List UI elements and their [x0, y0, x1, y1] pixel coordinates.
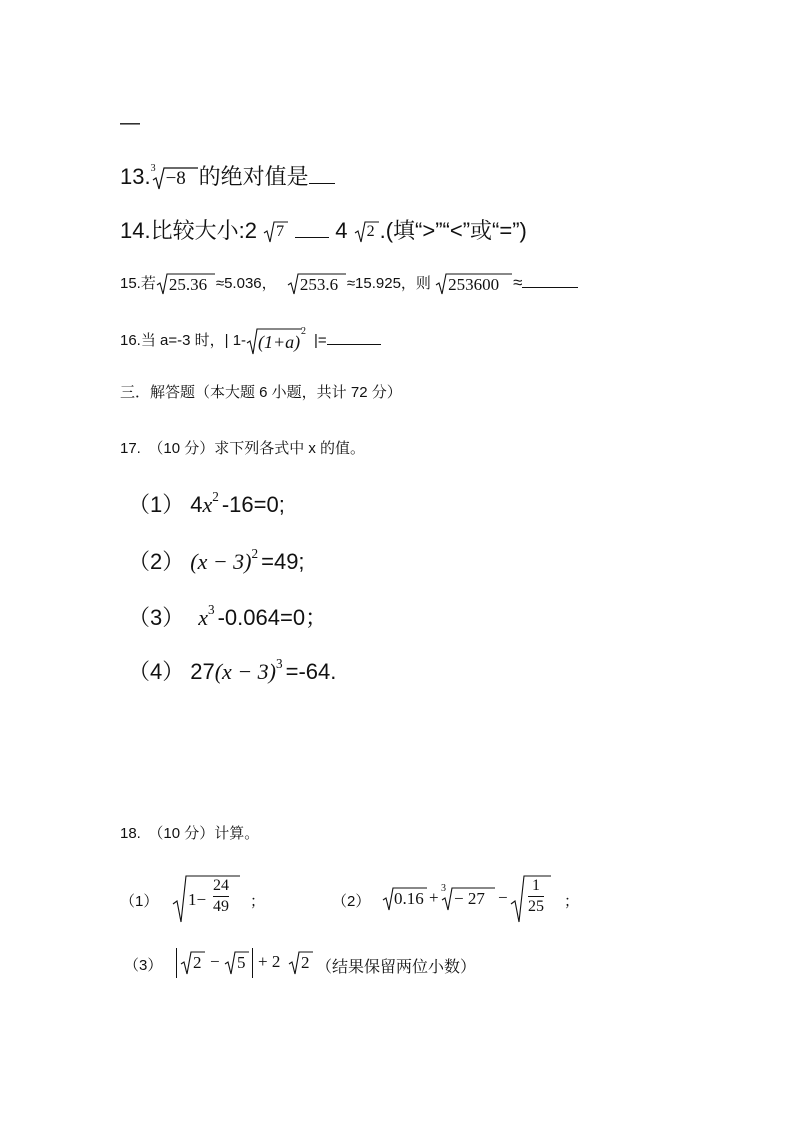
- answer-blank[interactable]: [522, 286, 578, 288]
- q17-item-2-exp: 2: [251, 546, 259, 562]
- q17-item-2-rest: =49;: [261, 549, 305, 574]
- q18-part-3-minus: −: [210, 952, 220, 971]
- sqrt-icon: [287, 272, 347, 296]
- q13-text: 的绝对值是: [198, 164, 309, 189]
- q13-number: 13.: [120, 164, 151, 189]
- question-15: [120, 272, 578, 296]
- q18-part-3-radicand-1: 2: [193, 953, 202, 972]
- q18-part-3-radicand-2: 5: [237, 953, 246, 972]
- q13-radicand: −8: [165, 168, 186, 190]
- q17-item-3-exp: 3: [208, 602, 215, 618]
- q18-part-3: [120, 946, 540, 982]
- answer-blank[interactable]: [309, 182, 335, 184]
- q17-item-4-rest: =-64.: [285, 659, 337, 684]
- q18-part-2-index: 3: [441, 883, 446, 894]
- q15-number: 15.若: [120, 275, 156, 292]
- fraction-denominator: 25: [528, 898, 544, 915]
- abs-bar-right: [252, 948, 253, 978]
- q14-text-b: .(填“>”“<”或“=”): [379, 218, 527, 243]
- sqrt-icon: [382, 886, 428, 912]
- q15-approx: ≈: [513, 273, 523, 292]
- q14-radicand-2: 2: [366, 223, 375, 241]
- q18-part-1-end: ；: [250, 893, 266, 910]
- q17-item-1-coef: 4: [190, 492, 203, 517]
- q13-index: 3: [150, 163, 156, 175]
- q17-item-3: [128, 601, 327, 632]
- q18-part-1-label: （1）: [120, 893, 159, 910]
- q15-radicand-2: 253.6: [299, 275, 339, 295]
- q17-item-label: （4）: [128, 659, 185, 684]
- q17-item-4: [128, 655, 336, 686]
- q18-part-3-radicand-3: 2: [301, 953, 310, 972]
- q17-item-3-var: x: [198, 605, 209, 630]
- q15-radicand-1: 25.36: [168, 275, 208, 295]
- q17-item-1-exp: 2: [212, 489, 219, 505]
- q15-value-2: ≈15.925，则: [346, 275, 431, 292]
- q17-item-2-expr: (x − 3): [190, 549, 252, 574]
- question-16: [120, 326, 381, 356]
- q15-value-1: ≈5.036，: [215, 275, 277, 292]
- sqrt-icon: [246, 326, 308, 356]
- q18-part-2-minus: −: [498, 888, 508, 907]
- q16-text-b: |=: [314, 331, 327, 349]
- q16-radicand: (1+a): [258, 332, 301, 352]
- answer-blank[interactable]: [295, 236, 329, 238]
- sqrt-icon: [156, 272, 216, 296]
- q17-item-4-exp: 3: [276, 656, 283, 672]
- sqrt-icon: [354, 220, 380, 244]
- q15-radicand-3: 253600: [448, 275, 500, 295]
- q18-part-2-fraction: [528, 878, 544, 915]
- q17-item-3-rest: -0.064=0；: [217, 605, 328, 630]
- question-14: [120, 214, 527, 245]
- q17-item-4-coef: 27: [190, 659, 215, 684]
- q18-part-1-one-minus: 1−: [188, 890, 207, 909]
- sqrt-icon: [180, 950, 206, 976]
- q17-item-label: （3）: [128, 605, 185, 630]
- question-18-title: 18. （10 分）计算。: [120, 825, 260, 842]
- q18-part-1-fraction: [213, 878, 229, 915]
- q18-part-2-label: （2）: [332, 893, 371, 910]
- q14-coef-2: 4: [335, 218, 348, 243]
- q17-item-1: [128, 488, 285, 519]
- sqrt-icon: [172, 874, 242, 924]
- stray-dash: —: [120, 112, 140, 134]
- section-heading: 三．解答题（本大题 6 小题，共计 72 分）: [120, 384, 402, 401]
- cube-root-icon: [151, 165, 199, 191]
- q14-number: 14.: [120, 218, 151, 243]
- q17-item-label: （1）: [128, 492, 185, 517]
- q18-part-3-label: （3）: [124, 957, 163, 974]
- q14-text-a: 比较大小:2: [150, 218, 257, 243]
- abs-bar-left: [176, 948, 177, 978]
- q17-item-1-rest: -16=0;: [221, 492, 285, 517]
- q16-text-a: 16.当 a=-3 时，| 1-: [120, 331, 247, 349]
- fraction-bar: [528, 896, 544, 897]
- fraction-bar: [213, 896, 229, 897]
- cube-root-icon: [440, 883, 496, 912]
- fraction-denominator: 49: [213, 898, 229, 915]
- q17-item-label: （2）: [128, 549, 185, 574]
- q17-item-2: [128, 545, 305, 576]
- q17-item-4-expr: (x − 3): [214, 659, 276, 684]
- question-17-title: 17. （10 分）求下列各式中 x 的值。: [120, 440, 366, 457]
- q17-item-1-var: x: [202, 492, 213, 517]
- q14-radicand-1: 7: [276, 223, 285, 241]
- q18-part-2: [332, 874, 592, 924]
- sqrt-icon: [510, 874, 552, 924]
- q18-part-2-radicand-1: 0.16: [394, 889, 424, 908]
- question-13: [120, 160, 335, 191]
- q18-part-2-end: ；: [564, 893, 580, 910]
- q18-part-2-plus: +: [429, 888, 439, 907]
- q18-part-3-note: （结果保留两位小数）: [316, 959, 477, 976]
- fraction-numerator: 24: [213, 877, 229, 894]
- q16-exponent: 2: [301, 326, 307, 337]
- q18-part-3-plus-two: + 2: [258, 952, 281, 971]
- sqrt-icon: [263, 220, 289, 244]
- sqrt-icon: [224, 950, 250, 976]
- answer-blank[interactable]: [327, 343, 381, 345]
- fraction-numerator: 1: [532, 877, 540, 894]
- sqrt-icon: [435, 272, 513, 296]
- sqrt-icon: [288, 950, 314, 976]
- q18-part-2-radicand-2: − 27: [454, 889, 485, 908]
